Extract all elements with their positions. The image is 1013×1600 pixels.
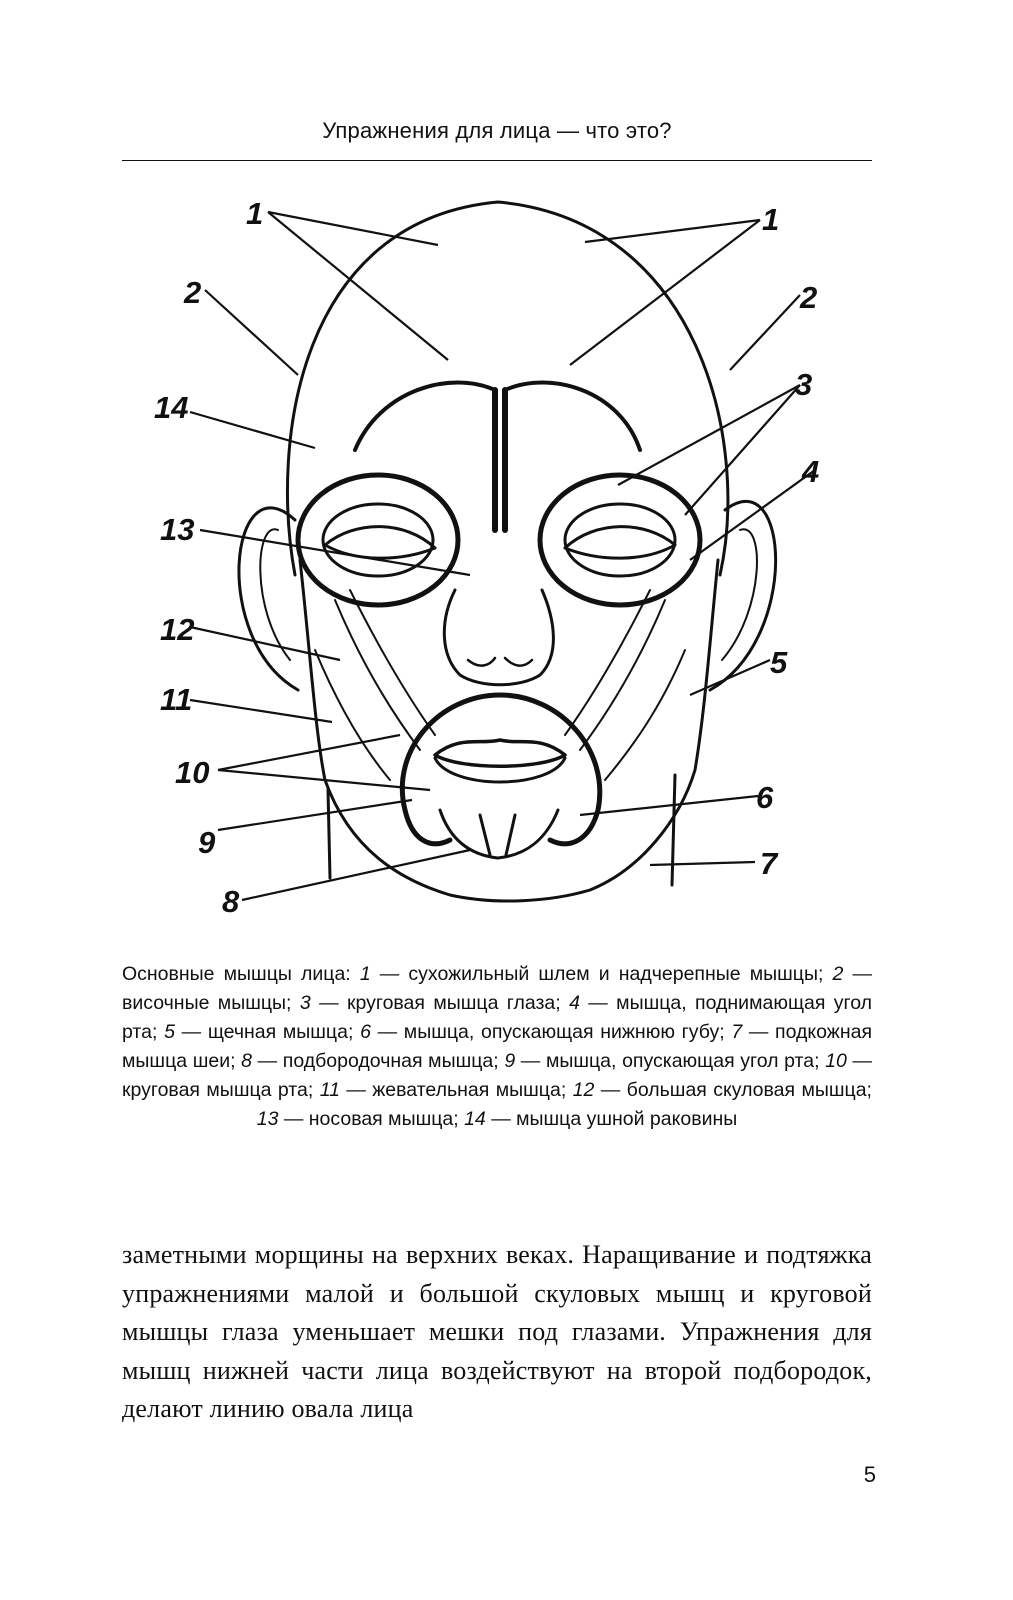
figure-caption: [122, 960, 872, 1134]
label-9: 9: [198, 825, 216, 860]
face-muscles-illustration: [150, 190, 850, 930]
label-7: 7: [760, 846, 778, 881]
label-10: 10: [175, 755, 210, 790]
caption-item: 3 — круговая мышца глаза;: [299, 992, 570, 1014]
neck-left: [328, 790, 330, 878]
label-6: 6: [756, 780, 774, 815]
caption-item: 11 — жевательная мышца;: [319, 1079, 573, 1101]
running-header: Упражнения для лица — что это?: [322, 118, 672, 143]
body-paragraph: заметными морщины на верхних веках. Наращивание и подтяжка упражнениями малой и большой скуловых мышц и круговой мышцы глаза уменьшает мешки под глазами. Упражнения для мышц нижней части лица воздействуют на второй подбородок, делают линию овала лица: [122, 1240, 872, 1423]
chin-muscle: [440, 810, 558, 858]
nose: [444, 590, 553, 685]
header-rule: [122, 160, 872, 161]
caption-item: 14 — мышца ушной раковины: [464, 1108, 738, 1130]
label-11: 11: [160, 682, 193, 717]
label-13: 13: [160, 512, 195, 547]
neck-right: [672, 775, 675, 885]
label-5: 5: [770, 645, 788, 680]
label-8: 8: [222, 884, 240, 919]
caption-item: 12 — большая скуловая мышца;: [572, 1079, 872, 1101]
caption-item: 9 — мышца, опускающая угол рта;: [504, 1050, 826, 1072]
caption-item: 10 — круговая мышца рта;: [122, 1050, 873, 1101]
label-2-right: 2: [800, 280, 818, 315]
label-1-right: 1: [762, 202, 780, 237]
face-muscles-figure: [150, 190, 850, 930]
caption-intro: Основные мышцы лица:: [122, 963, 360, 985]
caption-item: 1 — сухожильный шлем и надчерепные мышцы;: [359, 963, 833, 985]
caption-item: 8 — подбородочная мышца;: [241, 1050, 505, 1072]
caption-item: 5 — щечная мышца;: [164, 1021, 361, 1043]
lips: [435, 740, 565, 766]
label-2-left: 2: [184, 275, 202, 310]
caption-item: 7 — подкожная мышца шеи;: [122, 1021, 873, 1072]
caption-item: 4 — мышца, поднимающая угол рта;: [122, 992, 872, 1043]
caption-item: 2 — височные мышцы;: [122, 963, 872, 1014]
caption-item: 6 — мышца, опускающая нижнюю губу;: [360, 1021, 732, 1043]
label-12: 12: [160, 612, 195, 647]
label-4: 4: [802, 454, 820, 489]
face-outline: [300, 560, 718, 901]
label-14: 14: [154, 390, 189, 425]
label-1-left: 1: [246, 196, 264, 231]
caption-item: 13 — носовая мышца;: [256, 1108, 465, 1130]
label-3: 3: [795, 367, 813, 402]
page-number: 5: [863, 1462, 876, 1487]
mouth-muscle: [402, 695, 599, 844]
